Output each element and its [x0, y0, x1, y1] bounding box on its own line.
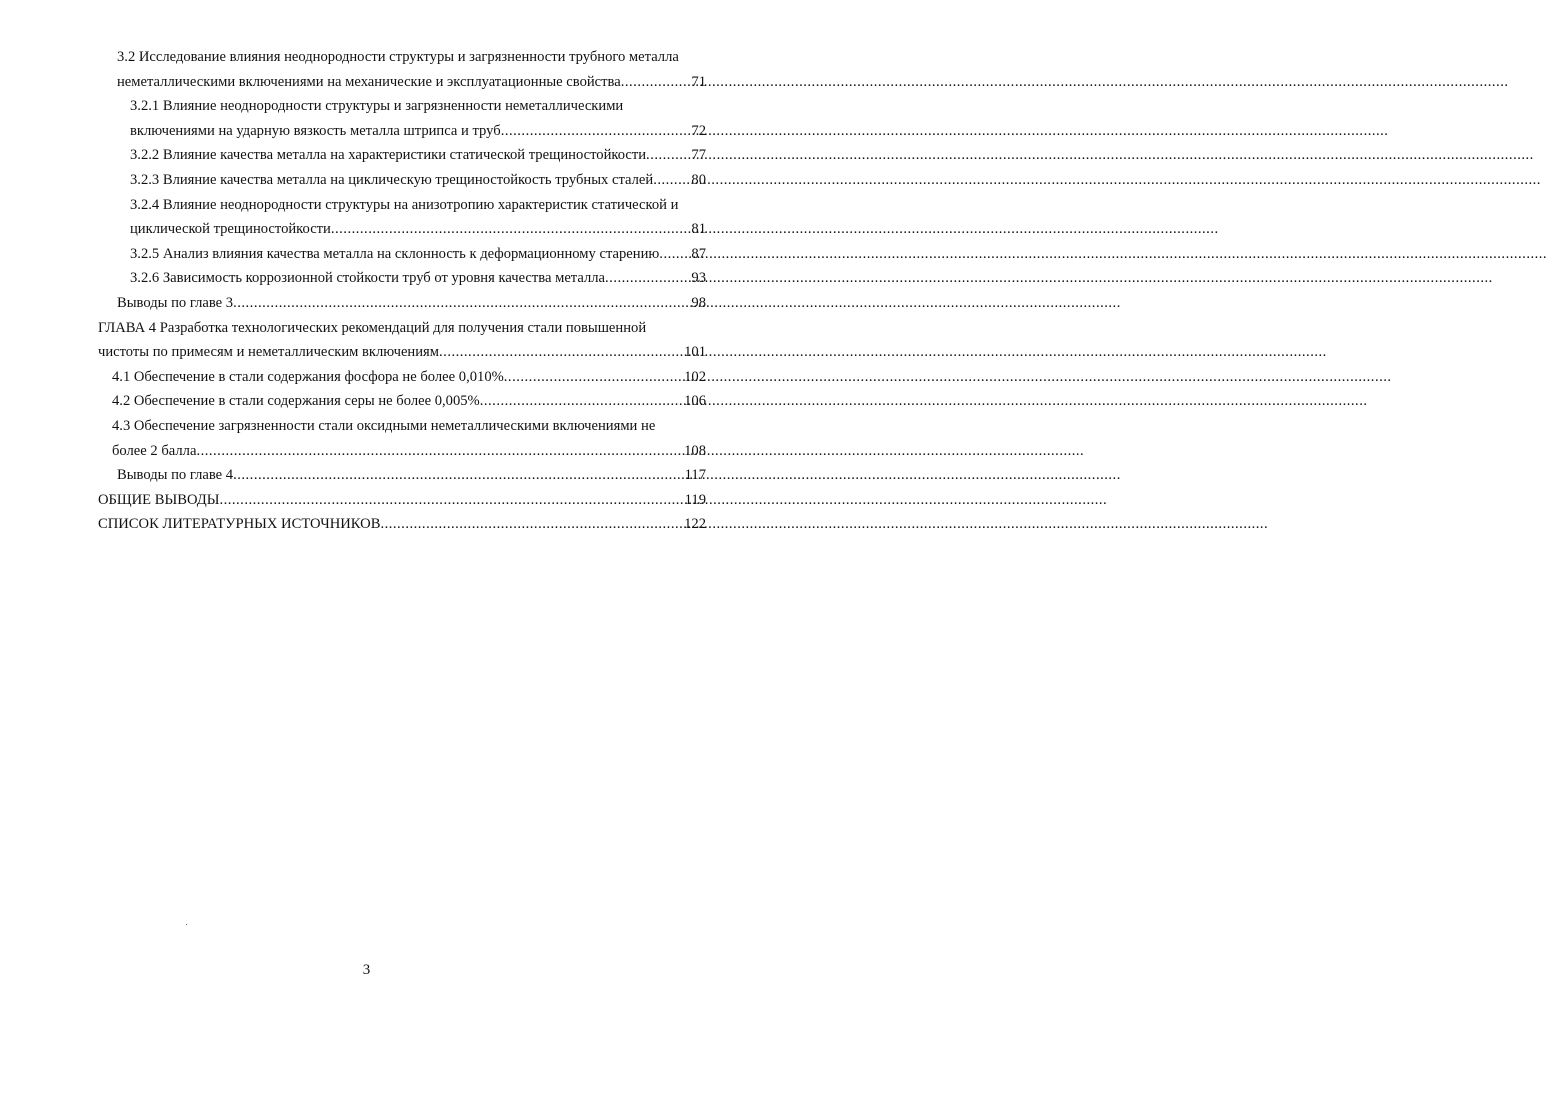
toc-leader-dots — [659, 242, 691, 267]
toc-entry[interactable] — [117, 45, 706, 94]
toc-entry-line — [130, 242, 706, 267]
toc-entry-line — [112, 439, 706, 464]
toc-entry[interactable] — [112, 389, 706, 414]
toc-entry-title: более 2 балла — [112, 442, 197, 459]
toc-leader-dots — [219, 488, 684, 513]
toc-page-number: 71 — [691, 73, 706, 90]
toc-entry-title: неметаллическими включениями на механические и эксплуатационные свойства — [117, 73, 621, 90]
toc-page-number: 119 — [684, 491, 706, 508]
table-of-contents — [0, 45, 733, 537]
toc-entry[interactable] — [112, 414, 706, 463]
toc-leader-dots — [646, 143, 691, 168]
toc-leader-dots — [501, 119, 692, 144]
toc-page-number: 93 — [691, 270, 706, 287]
toc-page-number: 72 — [691, 122, 706, 139]
toc-entry-title: включениями на ударную вязкость металла штрипса и труб — [130, 122, 501, 139]
toc-entry-title: 4.1 Обеспечение в стали содержания фосфора не более 0,010% — [112, 368, 504, 385]
toc-page-number: 87 — [691, 245, 706, 262]
toc-entry[interactable] — [98, 512, 706, 537]
toc-entry-line — [117, 291, 706, 316]
toc-entry-title: ОБЩИЕ ВЫВОДЫ — [98, 491, 220, 508]
toc-entry[interactable] — [130, 94, 706, 143]
toc-entry[interactable] — [130, 168, 706, 193]
toc-leader-dots — [233, 291, 691, 316]
toc-entry-line — [112, 414, 706, 439]
toc-entry-line — [112, 389, 706, 414]
toc-entry-line — [130, 266, 706, 291]
toc-page-number: 117 — [684, 467, 706, 484]
toc-entry[interactable] — [98, 316, 706, 365]
toc-entry-line — [98, 316, 706, 341]
toc-entry-line — [130, 193, 706, 218]
toc-entry-title: 3.2.2 Влияние качества металла на характеристики статической трещиностойкости — [130, 147, 647, 164]
toc-entry[interactable] — [117, 291, 706, 316]
toc-entry-title: Выводы по главе 3 — [117, 294, 234, 311]
scan-speck — [186, 924, 187, 925]
toc-page-number: 102 — [684, 368, 706, 385]
toc-entry[interactable] — [130, 242, 706, 267]
toc-entry-title: 4.3 Обеспечение загрязненности стали оксидными неметаллическими включениями не — [112, 417, 656, 434]
toc-entry-title: 3.2.5 Анализ влияния качества металла на склонность к деформационному старению — [130, 245, 660, 262]
toc-leader-dots — [233, 463, 685, 488]
toc-entry-title: 3.2.3 Влияние качества металла на циклическую трещиностойкость трубных сталей — [130, 171, 654, 188]
toc-page-number: 81 — [691, 221, 706, 238]
page-number: 3 — [362, 962, 371, 978]
toc-leader-dots — [380, 512, 684, 537]
toc-entry[interactable] — [130, 193, 706, 242]
toc-entry-line — [112, 365, 706, 390]
toc-entry-line — [117, 70, 706, 95]
toc-entry[interactable] — [130, 266, 706, 291]
toc-entry[interactable] — [112, 365, 706, 390]
toc-entry[interactable] — [117, 463, 706, 488]
toc-page-number: 108 — [684, 442, 706, 459]
toc-entry-title: Выводы по главе 4 — [117, 467, 234, 484]
toc-page-number: 101 — [684, 344, 706, 361]
toc-entry-title: 3.2.6 Зависимость коррозионной стойкости труб от уровня качества металла — [130, 270, 606, 287]
toc-entry-line — [130, 217, 706, 242]
toc-entry-title: СПИСОК ЛИТЕРАТУРНЫХ ИСТОЧНИКОВ — [98, 516, 381, 533]
toc-entry-line — [130, 143, 706, 168]
toc-entry-title: чистоты по примесям и неметаллическим включениям — [98, 344, 440, 361]
toc-entry-title: циклической трещиностойкости — [130, 221, 331, 238]
toc-leader-dots — [439, 340, 684, 365]
toc-page-number: 98 — [691, 294, 706, 311]
toc-entry-title: 4.2 Обеспечение в стали содержания серы не более 0,005% — [112, 393, 480, 410]
toc-leader-dots — [196, 439, 684, 464]
toc-leader-dots — [621, 70, 692, 95]
toc-page-number: 106 — [684, 393, 706, 410]
toc-entry[interactable] — [130, 143, 706, 168]
toc-leader-dots — [480, 389, 684, 414]
toc-page-number: 122 — [684, 516, 706, 533]
toc-leader-dots — [653, 168, 691, 193]
toc-page-number: 80 — [691, 171, 706, 188]
toc-leader-dots — [331, 217, 692, 242]
toc-page-number: 77 — [691, 147, 706, 164]
toc-entry-line — [98, 488, 706, 513]
toc-entry-title: 3.2 Исследование влияния неоднородности структуры и загрязненности трубного металла — [117, 49, 679, 65]
toc-entry-title: 3.2.1 Влияние неоднородности структуры и загрязненности неметаллическими — [130, 98, 624, 115]
toc-entry-title: 3.2.4 Влияние неоднородности структуры на анизотропию характеристик статической и — [130, 196, 679, 213]
toc-entry-line — [98, 340, 706, 365]
toc-entry[interactable] — [98, 488, 706, 513]
toc-entry-line — [130, 94, 706, 119]
toc-entry-line — [117, 463, 706, 488]
toc-entry-title: ГЛАВА 4 Разработка технологических рекомендаций для получения стали повышенной — [98, 319, 647, 336]
toc-entry-line — [98, 512, 706, 537]
toc-entry-line — [117, 45, 706, 70]
toc-leader-dots — [605, 266, 691, 291]
toc-leader-dots — [504, 365, 684, 390]
toc-entry-line — [130, 168, 706, 193]
toc-entry-line — [130, 119, 706, 144]
